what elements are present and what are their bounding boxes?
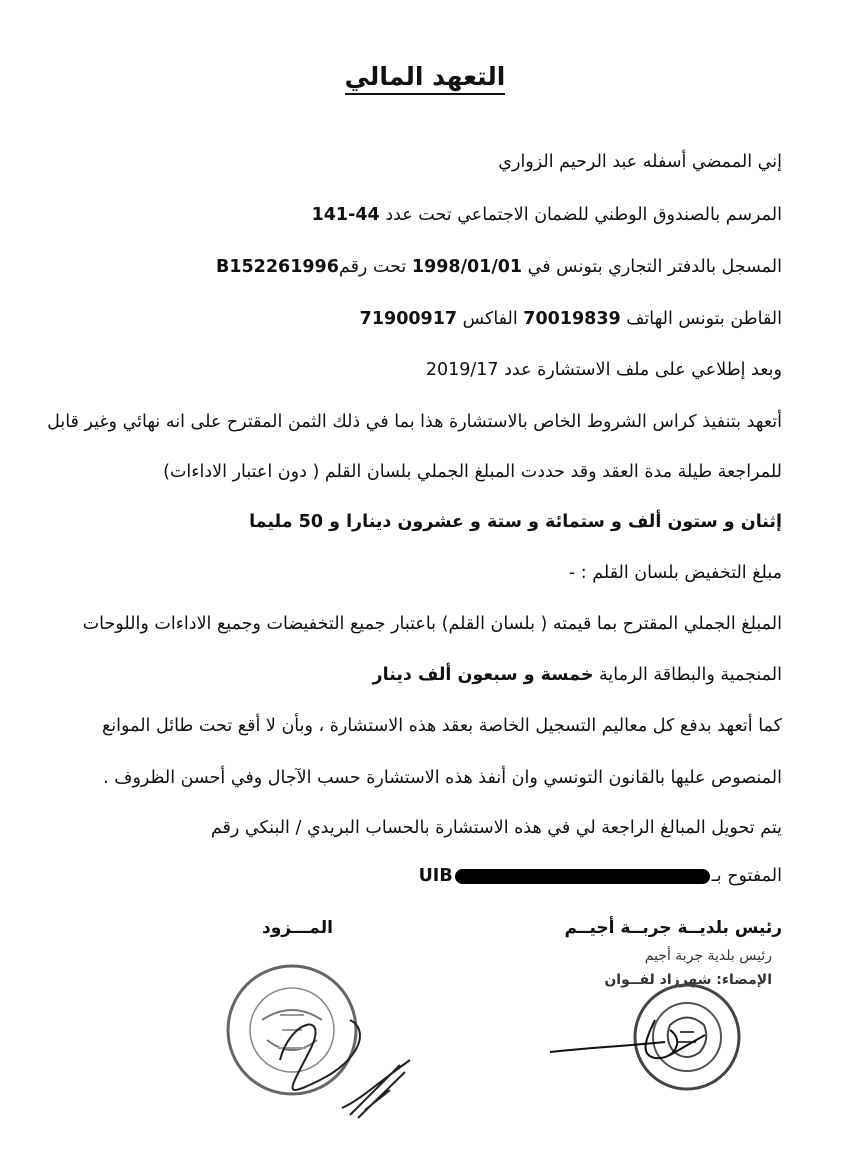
registry-date: 1998/01/01: [411, 257, 523, 277]
fax-number: 71900917: [359, 309, 458, 329]
line-registry: المسجل بالدفتر التجاري بتونس في 1998/01/01 تحت رقمB152261996: [215, 257, 782, 277]
line-cnss: المرسم بالصندوق الوطني للضمان الاجتماعي تحت عدد 141-44: [311, 205, 782, 225]
line-declarant: إني الممضي أسفله عبد الرحيم الزواري: [498, 152, 782, 172]
bank-name: UIB: [418, 866, 453, 886]
line-consultation: وبعد إطلاعي على ملف الاستشارة عدد 2019/17: [425, 360, 782, 380]
mayor-stamp-line-1: رئيس بلدية جربة أجيم: [644, 948, 772, 964]
redacted-account-number: [455, 869, 710, 884]
registry-number: B152261996: [215, 257, 339, 277]
line-fees-2: المنصوص عليها بالقانون التونسي وان أنفذ هذه الاستشارة حسب الآجال وفي أحسن الظروف .: [103, 768, 782, 788]
line-bank: المفتوح بـUIB: [418, 866, 782, 886]
phone-number: 70019839: [523, 309, 621, 329]
line-total-2: المنجمية والبطاقة الرماية خمسة و سبعون ألف دينار: [372, 665, 782, 685]
line-commitment-2: للمراجعة طيلة مدة العقد وقد حددت المبلغ الجملي بلسان القلم ( دون اعتبار الاداءات): [163, 462, 782, 482]
line-commitment-1: أتعهد بتنفيذ كراس الشروط الخاص بالاستشارة هذا بما في ذلك الثمن المقترح على انه نهائي وغير قابل: [47, 412, 782, 432]
supplier-signature-icon: [250, 990, 420, 1130]
mayor-signature-title: رئيس بلديــة جربــة أجيــم: [564, 918, 782, 938]
line-total-1: المبلغ الجملي المقترح بما قيمته ( بلسان القلم) باعتبار جميع التخفيضات وجميع الاداءات واللوحات: [82, 614, 782, 634]
document-title: التعهد المالي: [0, 62, 850, 91]
line-discount: مبلغ التخفيض بلسان القلم : -: [568, 563, 782, 583]
mayor-signature-icon: [545, 1000, 715, 1070]
amount-in-words: إثنان و ستون ألف و ستمائة و ستة و عشرون دينارا و 50 مليما: [249, 512, 782, 532]
line-account: يتم تحويل المبالغ الراجعة لي في هذه الاستشارة بالحساب البريدي / البنكي رقم: [210, 818, 782, 838]
line-contact: القاطن بتونس الهاتف 70019839 الفاكس 71900917: [359, 309, 782, 329]
cnss-number: 141-44: [311, 205, 380, 225]
line-fees-1: كما أتعهد بدفع كل معاليم التسجيل الخاصة بعقد هذه الاستشارة ، وبأن لا أقع تحت طائل الموانع: [101, 716, 782, 736]
supplier-signature-title: المـــزود: [262, 918, 333, 938]
mayor-stamp-line-2: الإمضاء: شهرزاد لفــوان: [604, 972, 772, 988]
total-amount: خمسة و سبعون ألف دينار: [372, 665, 594, 685]
